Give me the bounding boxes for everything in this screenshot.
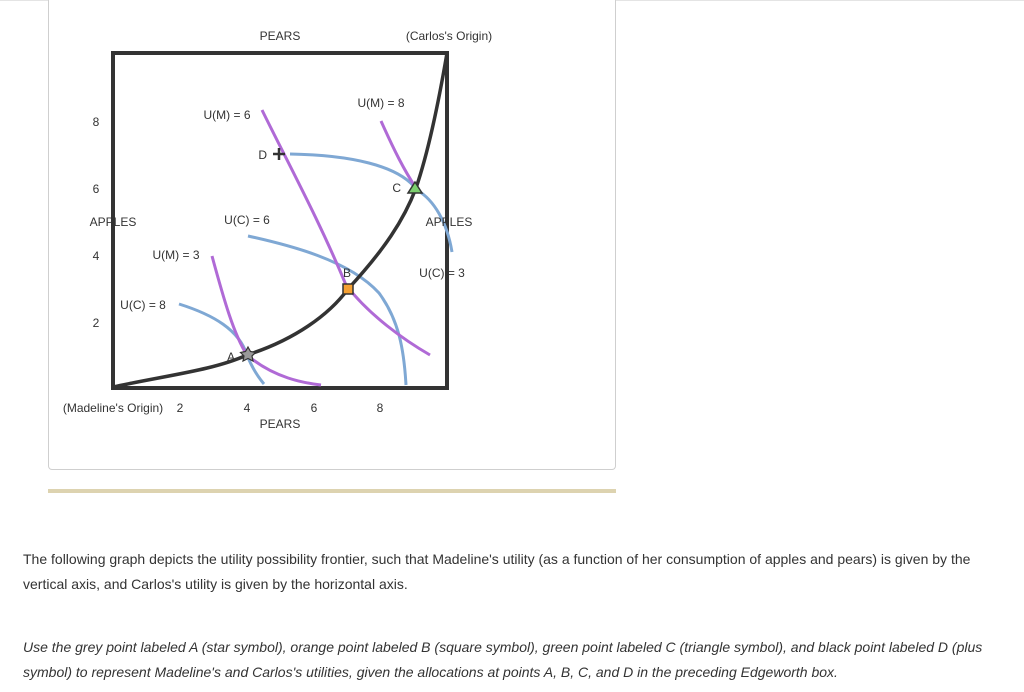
x-tick-label: 8 bbox=[376, 401, 384, 415]
right-axis-title: APPLES bbox=[425, 215, 473, 229]
madeline-indifference-curve-um6 bbox=[262, 110, 430, 355]
carlos-origin-label: (Carlos's Origin) bbox=[405, 29, 493, 43]
point-d-label: D bbox=[258, 148, 267, 162]
curve-label-um8: U(M) = 8 bbox=[357, 96, 405, 110]
curve-label-uc6: U(C) = 6 bbox=[224, 213, 270, 227]
curve-label-um6: U(M) = 6 bbox=[203, 108, 251, 122]
madeline-indifference-curve-um8 bbox=[381, 121, 416, 188]
madeline-origin-label: (Madeline's Origin) bbox=[62, 401, 164, 415]
section-divider bbox=[48, 489, 616, 493]
top-axis-title: PEARS bbox=[259, 29, 301, 43]
x-tick-label: 2 bbox=[176, 401, 184, 415]
curve-label-um3: U(M) = 3 bbox=[152, 248, 200, 262]
y-tick-label: 6 bbox=[92, 182, 100, 196]
edgeworth-box-panel bbox=[48, 0, 616, 470]
question-description: The following graph depicts the utility possibility frontier, such that Madeline's utility (as a function of her consumption of apples and pears) is given by the vertical axis, and Carlos's utility is given by the horizontal axis. bbox=[23, 551, 971, 592]
question-instructions: Use the grey point labeled A (star symbol), orange point labeled B (square symbol), green point labeled C (triangle symbol), and black point labeled D (plus symbol) to represent Madeline's and Carlos's utilities, given the allocations at points A, B, C, and D in the preceding Edgeworth box. bbox=[23, 639, 983, 680]
point-b-square-marker[interactable] bbox=[343, 284, 353, 294]
bottom-axis-title: PEARS bbox=[259, 417, 301, 431]
y-tick-label: 2 bbox=[92, 316, 100, 330]
x-tick-label: 4 bbox=[243, 401, 251, 415]
curve-label-uc8: U(C) = 8 bbox=[120, 298, 166, 312]
y-tick-label: 8 bbox=[92, 115, 100, 129]
y-tick-label: 4 bbox=[92, 249, 100, 263]
point-a-label: A bbox=[226, 350, 235, 364]
x-tick-label: 6 bbox=[310, 401, 318, 415]
point-b-label: B bbox=[342, 266, 352, 280]
left-axis-title: APPLES bbox=[89, 215, 137, 229]
curve-label-uc3: U(C) = 3 bbox=[419, 266, 465, 280]
madeline-indifference-curve-um3 bbox=[212, 256, 321, 385]
point-c-label: C bbox=[392, 181, 401, 195]
edgeworth-box-diagram bbox=[49, 0, 615, 469]
